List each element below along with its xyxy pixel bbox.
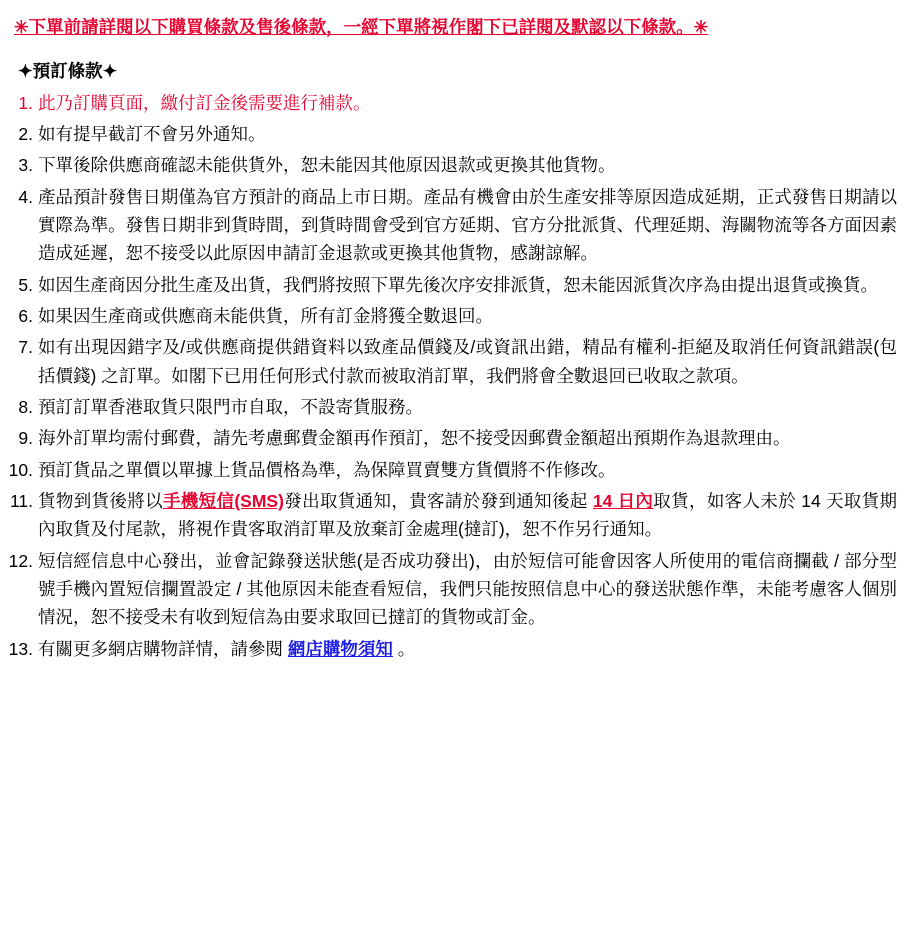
term-item	[8, 424, 905, 452]
emphasis-text: 手機短信(SMS)	[162, 491, 284, 512]
term-item	[8, 183, 905, 268]
term-text: 預訂貨品之單價以單據上貨品價格為準，為保障買賣雙方貨價將不作修改。	[38, 459, 616, 480]
term-item	[8, 635, 905, 663]
shop-guide-link[interactable]: 網店購物須知	[287, 638, 393, 659]
term-number: 6.	[18, 306, 33, 327]
term-item	[8, 89, 905, 117]
term-text-fragment: 發出取貨通知，貴客請於發到通知後起	[283, 491, 593, 512]
term-number: 8.	[18, 397, 33, 418]
term-number: 10.	[8, 459, 33, 480]
term-item	[8, 393, 905, 421]
term-number: 3.	[18, 155, 33, 176]
term-item	[8, 456, 905, 484]
term-number: 4.	[18, 186, 33, 207]
term-number: 1.	[18, 92, 33, 113]
terms-list	[8, 89, 905, 664]
term-number: 5.	[18, 274, 33, 295]
term-text: 如果因生產商或供應商未能供貨，所有訂金將獲全數退回。	[38, 306, 493, 327]
purchase-notice-banner: ✳下單前請詳閱以下購買條款及售後條款，一經下單將視作閣下已詳閱及默認以下條款。✳	[14, 17, 709, 37]
term-number: 2.	[18, 123, 33, 144]
section-title-preorder-terms: ✦預訂條款✦	[18, 60, 118, 81]
term-item	[8, 333, 905, 390]
term-item	[8, 151, 905, 179]
term-number: 12.	[8, 550, 33, 571]
term-text-fragment: 。	[392, 638, 416, 659]
term-text-fragment: 取貨，如客人未於 14 天取貨期內取貨及付尾款，將視作貴客取消訂單及放棄訂金處理(撻訂)，恕不作另行通知。	[38, 491, 897, 540]
term-item	[8, 487, 905, 544]
term-text: 如因生產商因分批生產及出貨，我們將按照下單先後次序安排派貨，恕未能因派貨次序為由提出退貨或換貨。	[38, 274, 878, 295]
emphasis-text: 14 日內	[592, 491, 654, 512]
term-text: 下單後除供應商確認未能供貨外，恕未能因其他原因退款或更換其他貨物。	[38, 155, 616, 176]
term-text: 短信經信息中心發出，並會記錄發送狀態(是否成功發出)，由於短信可能會因客人所使用的電信商攔截 / 部分型號手機內置短信攔置設定 / 其他原因未能查看短信，我們只能按照信息中心的發送狀態作準，未能考慮客人個別情況，恕不接受未有收到短信為由要求取回已撻訂的貨物或訂金。	[38, 550, 897, 628]
term-text-fragment: 貨物到貨後將以	[38, 491, 163, 512]
term-text: 此乃訂購頁面，繳付訂金後需要進行補款。	[38, 92, 371, 113]
term-text: 產品預計發售日期僅為官方預計的商品上市日期。產品有機會由於生產安排等原因造成延期，正式發售日期請以實際為準。發售日期非到貨時間，到貨時間會受到官方延期、官方分批派貨、代理延期、海關物流等各方面因素造成延遲，恕不接受以此原因申請訂金退款或更換其他貨物，感謝諒解。	[38, 186, 897, 264]
term-item	[8, 271, 905, 299]
term-number: 7.	[18, 337, 33, 358]
term-text: 如有出現因錯字及/或供應商提供錯資料以致產品價錢及/或資訊出錯，精品有權利-拒絕及取消任何資訊錯誤(包括價錢) 之訂單。如閣下已用任何形式付款而被取消訂單，我們將會全數退回已收取之款項。	[38, 337, 897, 386]
term-text	[38, 635, 905, 663]
term-text	[38, 487, 905, 544]
term-text: 如有提早截訂不會另外通知。	[38, 123, 266, 144]
term-text: 預訂訂單香港取貨只限門市自取，不設寄貨服務。	[38, 397, 423, 418]
term-item	[8, 302, 905, 330]
term-text: 海外訂單均需付郵費，請先考慮郵費金額再作預訂，恕不接受因郵費金額超出預期作為退款理由。	[38, 428, 791, 449]
term-text-fragment: 有關更多網店購物詳情，請參閱	[38, 638, 288, 659]
bottom-spacer	[8, 666, 905, 678]
term-number: 9.	[18, 428, 33, 449]
term-item	[8, 547, 905, 632]
term-number: 11.	[9, 491, 33, 512]
term-item	[8, 120, 905, 148]
term-number: 13.	[8, 638, 33, 659]
